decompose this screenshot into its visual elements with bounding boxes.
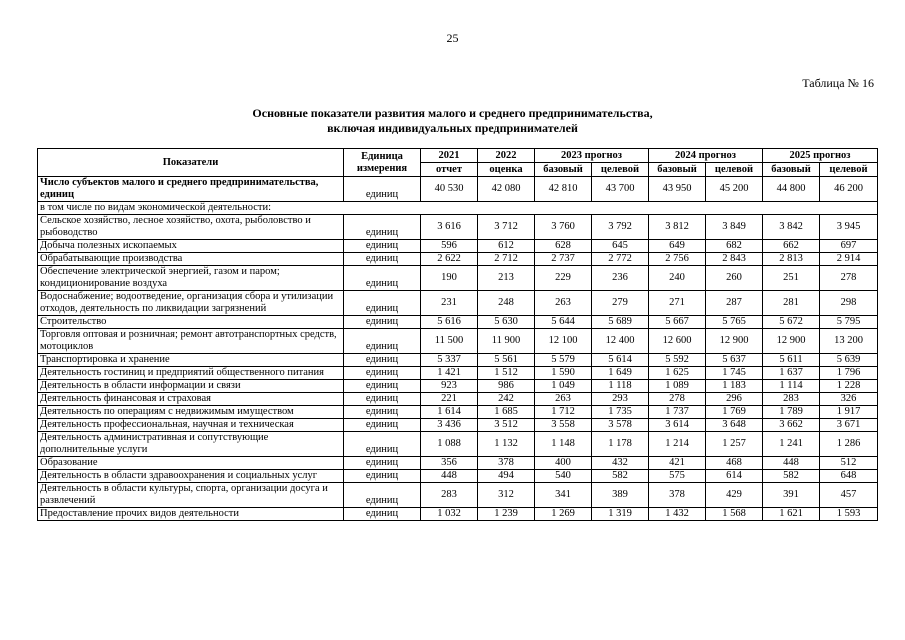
value-2024-base: 240	[649, 266, 706, 291]
value-2022-estimate: 242	[478, 393, 535, 406]
value-2023-target: 3 792	[592, 215, 649, 240]
value-2022-estimate: 494	[478, 470, 535, 483]
value-2021-report: 596	[421, 240, 478, 253]
value-2023-base: 263	[535, 291, 592, 316]
value-2025-base: 2 813	[763, 253, 820, 266]
table-row	[38, 457, 878, 470]
value-2024-base: 5 592	[649, 354, 706, 367]
value-2022-estimate: 378	[478, 457, 535, 470]
value-2023-target: 5 689	[592, 316, 649, 329]
value-2023-base: 1 148	[535, 432, 592, 457]
value-2024-target: 1 183	[706, 380, 763, 393]
value-2021-report: 190	[421, 266, 478, 291]
unit-cell: единиц	[344, 470, 421, 483]
table-row	[38, 432, 878, 457]
value-2022-estimate: 213	[478, 266, 535, 291]
header-2022-estimate: оценка	[478, 163, 535, 177]
value-2021-report: 283	[421, 483, 478, 508]
indicator-name: Торговля оптовая и розничная; ремонт автотранспортных средств, мотоциклов	[38, 329, 344, 354]
value-2024-target: 1 769	[706, 406, 763, 419]
value-2024-base: 3 812	[649, 215, 706, 240]
page-number: 25	[446, 31, 459, 45]
value-2025-target: 457	[820, 483, 878, 508]
indicator-name: Деятельность административная и сопутствующие дополнительные услуги	[38, 432, 344, 457]
value-2021-report: 1 088	[421, 432, 478, 457]
value-2021-report: 3 616	[421, 215, 478, 240]
table-row	[38, 419, 878, 432]
unit-cell: единиц	[344, 240, 421, 253]
value-2023-base: 12 100	[535, 329, 592, 354]
value-2024-base: 271	[649, 291, 706, 316]
value-2023-target: 279	[592, 291, 649, 316]
value-2025-target: 13 200	[820, 329, 878, 354]
value-2025-target: 46 200	[820, 177, 878, 202]
unit-cell: единиц	[344, 457, 421, 470]
value-2025-base: 281	[763, 291, 820, 316]
value-2022-estimate: 1 685	[478, 406, 535, 419]
value-2025-target: 1 228	[820, 380, 878, 393]
value-2024-base: 1 625	[649, 367, 706, 380]
value-2021-report: 923	[421, 380, 478, 393]
value-2024-target: 3 648	[706, 419, 763, 432]
value-2021-report: 40 530	[421, 177, 478, 202]
indicator-name: Обеспечение электрической энергией, газом и паром; кондиционирование воздуха	[38, 266, 344, 291]
value-2024-base: 2 756	[649, 253, 706, 266]
value-2024-base: 278	[649, 393, 706, 406]
value-2025-base: 3 662	[763, 419, 820, 432]
value-2023-base: 229	[535, 266, 592, 291]
value-2022-estimate: 1 239	[478, 508, 535, 521]
value-2022-estimate: 986	[478, 380, 535, 393]
table-row	[38, 329, 878, 354]
value-2023-target: 293	[592, 393, 649, 406]
value-2024-target: 1 745	[706, 367, 763, 380]
value-2025-target: 3 945	[820, 215, 878, 240]
indicator-name: Деятельность в области культуры, спорта, организации досуга и развлечений	[38, 483, 344, 508]
value-2021-report: 231	[421, 291, 478, 316]
value-2023-base: 42 810	[535, 177, 592, 202]
table-row	[38, 266, 878, 291]
value-2024-target: 1 568	[706, 508, 763, 521]
unit-cell: единиц	[344, 316, 421, 329]
value-2023-base: 3 760	[535, 215, 592, 240]
value-2023-target: 389	[592, 483, 649, 508]
unit-cell: единиц	[344, 291, 421, 316]
indicator-name: Деятельность гостиниц и предприятий общественного питания	[38, 367, 344, 380]
value-2022-estimate: 3 512	[478, 419, 535, 432]
value-2024-base: 378	[649, 483, 706, 508]
value-2023-base: 1 269	[535, 508, 592, 521]
unit-cell: единиц	[344, 253, 421, 266]
table-row	[38, 215, 878, 240]
section-label: в том числе по видам экономической деятельности:	[38, 202, 878, 215]
table-reference: Таблица № 16	[802, 76, 874, 90]
value-2024-base: 1 432	[649, 508, 706, 521]
indicator-name: Деятельность профессиональная, научная и техническая	[38, 419, 344, 432]
header-unit	[344, 149, 421, 177]
value-2024-target: 287	[706, 291, 763, 316]
unit-cell: единиц	[344, 419, 421, 432]
value-2023-target: 432	[592, 457, 649, 470]
value-2025-target: 298	[820, 291, 878, 316]
indicator-name: Добыча полезных ископаемых	[38, 240, 344, 253]
unit-cell: единиц	[344, 177, 421, 202]
indicator-name: Число субъектов малого и среднего предпринимательства, единиц	[38, 177, 344, 202]
value-2025-base: 1 621	[763, 508, 820, 521]
indicator-name: Сельское хозяйство, лесное хозяйство, охота, рыболовство и рыбоводство	[38, 215, 344, 240]
indicator-name: Предоставление прочих видов деятельности	[38, 508, 344, 521]
header-forecast-2025: 2025 прогноз	[763, 149, 878, 163]
value-2024-base: 3 614	[649, 419, 706, 432]
value-2025-base: 662	[763, 240, 820, 253]
indicators-table	[37, 148, 878, 521]
value-2024-base: 12 600	[649, 329, 706, 354]
header-year-2021: 2021	[421, 149, 478, 163]
table-title-line-2: включая индивидуальных предпринимателей	[327, 121, 578, 135]
indicator-name: Обрабатывающие производства	[38, 253, 344, 266]
value-2024-target: 260	[706, 266, 763, 291]
value-2025-base: 1 241	[763, 432, 820, 457]
value-2025-base: 1 114	[763, 380, 820, 393]
value-2023-base: 1 590	[535, 367, 592, 380]
value-2024-base: 43 950	[649, 177, 706, 202]
table-row	[38, 291, 878, 316]
unit-cell: единиц	[344, 354, 421, 367]
table-body	[38, 177, 878, 521]
value-2023-base: 341	[535, 483, 592, 508]
unit-cell: единиц	[344, 380, 421, 393]
value-2024-base: 5 667	[649, 316, 706, 329]
table-row	[38, 240, 878, 253]
header-year-2022: 2022	[478, 149, 535, 163]
value-2022-estimate: 11 900	[478, 329, 535, 354]
value-2021-report: 1 614	[421, 406, 478, 419]
value-2023-target: 1 319	[592, 508, 649, 521]
indicator-name: Деятельность финансовая и страховая	[38, 393, 344, 406]
table-title-line-1: Основные показатели развития малого и среднего предпринимательства,	[252, 106, 653, 120]
value-2025-base: 1 789	[763, 406, 820, 419]
unit-cell: единиц	[344, 393, 421, 406]
value-2022-estimate: 5 630	[478, 316, 535, 329]
value-2022-estimate: 612	[478, 240, 535, 253]
header-2025-target: целевой	[820, 163, 878, 177]
value-2024-target: 5 637	[706, 354, 763, 367]
header-forecast-2024: 2024 прогноз	[649, 149, 763, 163]
table-row	[38, 406, 878, 419]
value-2025-target: 326	[820, 393, 878, 406]
value-2022-estimate: 248	[478, 291, 535, 316]
value-2023-base: 263	[535, 393, 592, 406]
unit-cell: единиц	[344, 432, 421, 457]
value-2023-base: 2 737	[535, 253, 592, 266]
value-2025-base: 251	[763, 266, 820, 291]
value-2021-report: 221	[421, 393, 478, 406]
header-indicator: Показатели	[38, 149, 344, 177]
value-2022-estimate: 1 512	[478, 367, 535, 380]
value-2023-target: 3 578	[592, 419, 649, 432]
value-2025-target: 648	[820, 470, 878, 483]
value-2023-target: 1 649	[592, 367, 649, 380]
value-2023-target: 1 178	[592, 432, 649, 457]
value-2024-target: 468	[706, 457, 763, 470]
value-2025-base: 5 611	[763, 354, 820, 367]
value-2022-estimate: 312	[478, 483, 535, 508]
unit-cell: единиц	[344, 329, 421, 354]
value-2023-target: 582	[592, 470, 649, 483]
table-row	[38, 393, 878, 406]
value-2021-report: 11 500	[421, 329, 478, 354]
value-2025-target: 2 914	[820, 253, 878, 266]
value-2025-base: 44 800	[763, 177, 820, 202]
value-2023-base: 5 579	[535, 354, 592, 367]
unit-cell: единиц	[344, 215, 421, 240]
indicator-name: Образование	[38, 457, 344, 470]
value-2024-base: 1 737	[649, 406, 706, 419]
indicator-name: Деятельность в области информации и связи	[38, 380, 344, 393]
value-2023-base: 5 644	[535, 316, 592, 329]
header-2024-target: целевой	[706, 163, 763, 177]
value-2025-base: 283	[763, 393, 820, 406]
indicator-name: Деятельность по операциям с недвижимым имуществом	[38, 406, 344, 419]
value-2024-target: 45 200	[706, 177, 763, 202]
value-2023-base: 3 558	[535, 419, 592, 432]
value-2022-estimate: 2 712	[478, 253, 535, 266]
table-row	[38, 202, 878, 215]
indicator-name: Деятельность в области здравоохранения и социальных услуг	[38, 470, 344, 483]
value-2024-target: 614	[706, 470, 763, 483]
value-2021-report: 356	[421, 457, 478, 470]
value-2025-target: 3 671	[820, 419, 878, 432]
table-row	[38, 483, 878, 508]
value-2021-report: 5 616	[421, 316, 478, 329]
value-2022-estimate: 5 561	[478, 354, 535, 367]
indicator-name: Строительство	[38, 316, 344, 329]
unit-cell: единиц	[344, 266, 421, 291]
value-2021-report: 2 622	[421, 253, 478, 266]
value-2021-report: 1 032	[421, 508, 478, 521]
unit-cell: единиц	[344, 483, 421, 508]
value-2025-target: 1 917	[820, 406, 878, 419]
header-unit-line-2: измерения	[356, 162, 408, 174]
value-2025-base: 3 842	[763, 215, 820, 240]
value-2025-base: 582	[763, 470, 820, 483]
indicator-name: Водоснабжение; водоотведение, организация сбора и утилизации отходов, деятельность по ликвидации загрязнений	[38, 291, 344, 316]
unit-cell: единиц	[344, 508, 421, 521]
value-2023-base: 1 712	[535, 406, 592, 419]
value-2024-target: 5 765	[706, 316, 763, 329]
value-2023-target: 236	[592, 266, 649, 291]
unit-cell: единиц	[344, 406, 421, 419]
value-2024-target: 682	[706, 240, 763, 253]
header-2025-base: базовый	[763, 163, 820, 177]
value-2025-target: 5 795	[820, 316, 878, 329]
header-2023-base: базовый	[535, 163, 592, 177]
value-2022-estimate: 1 132	[478, 432, 535, 457]
value-2023-target: 12 400	[592, 329, 649, 354]
table-row	[38, 367, 878, 380]
value-2023-target: 645	[592, 240, 649, 253]
value-2024-base: 649	[649, 240, 706, 253]
value-2021-report: 3 436	[421, 419, 478, 432]
value-2025-base: 1 637	[763, 367, 820, 380]
value-2025-base: 448	[763, 457, 820, 470]
table-row	[38, 380, 878, 393]
header-2021-report: отчет	[421, 163, 478, 177]
value-2024-base: 421	[649, 457, 706, 470]
value-2022-estimate: 3 712	[478, 215, 535, 240]
value-2023-target: 5 614	[592, 354, 649, 367]
value-2025-target: 1 796	[820, 367, 878, 380]
header-2023-target: целевой	[592, 163, 649, 177]
value-2025-base: 5 672	[763, 316, 820, 329]
value-2024-base: 575	[649, 470, 706, 483]
value-2024-target: 296	[706, 393, 763, 406]
table-header	[38, 149, 878, 177]
value-2025-target: 5 639	[820, 354, 878, 367]
table-row	[38, 508, 878, 521]
value-2024-target: 429	[706, 483, 763, 508]
value-2021-report: 5 337	[421, 354, 478, 367]
value-2021-report: 448	[421, 470, 478, 483]
table-row	[38, 177, 878, 202]
header-2024-base: базовый	[649, 163, 706, 177]
value-2021-report: 1 421	[421, 367, 478, 380]
table-row	[38, 253, 878, 266]
value-2024-base: 1 089	[649, 380, 706, 393]
table-row	[38, 470, 878, 483]
table-title	[0, 106, 905, 136]
table-row	[38, 354, 878, 367]
value-2025-base: 12 900	[763, 329, 820, 354]
value-2024-target: 12 900	[706, 329, 763, 354]
value-2023-base: 1 049	[535, 380, 592, 393]
value-2022-estimate: 42 080	[478, 177, 535, 202]
header-unit-line-1: Единица	[361, 150, 403, 162]
value-2023-base: 400	[535, 457, 592, 470]
unit-cell: единиц	[344, 367, 421, 380]
header-forecast-2023: 2023 прогноз	[535, 149, 649, 163]
value-2024-base: 1 214	[649, 432, 706, 457]
value-2025-target: 697	[820, 240, 878, 253]
value-2025-base: 391	[763, 483, 820, 508]
value-2024-target: 3 849	[706, 215, 763, 240]
value-2024-target: 1 257	[706, 432, 763, 457]
value-2023-target: 43 700	[592, 177, 649, 202]
value-2023-base: 540	[535, 470, 592, 483]
value-2023-target: 1 735	[592, 406, 649, 419]
value-2024-target: 2 843	[706, 253, 763, 266]
indicator-name: Транспортировка и хранение	[38, 354, 344, 367]
value-2025-target: 512	[820, 457, 878, 470]
value-2023-base: 628	[535, 240, 592, 253]
table-row	[38, 316, 878, 329]
value-2025-target: 278	[820, 266, 878, 291]
value-2025-target: 1 593	[820, 508, 878, 521]
value-2023-target: 1 118	[592, 380, 649, 393]
value-2023-target: 2 772	[592, 253, 649, 266]
value-2025-target: 1 286	[820, 432, 878, 457]
